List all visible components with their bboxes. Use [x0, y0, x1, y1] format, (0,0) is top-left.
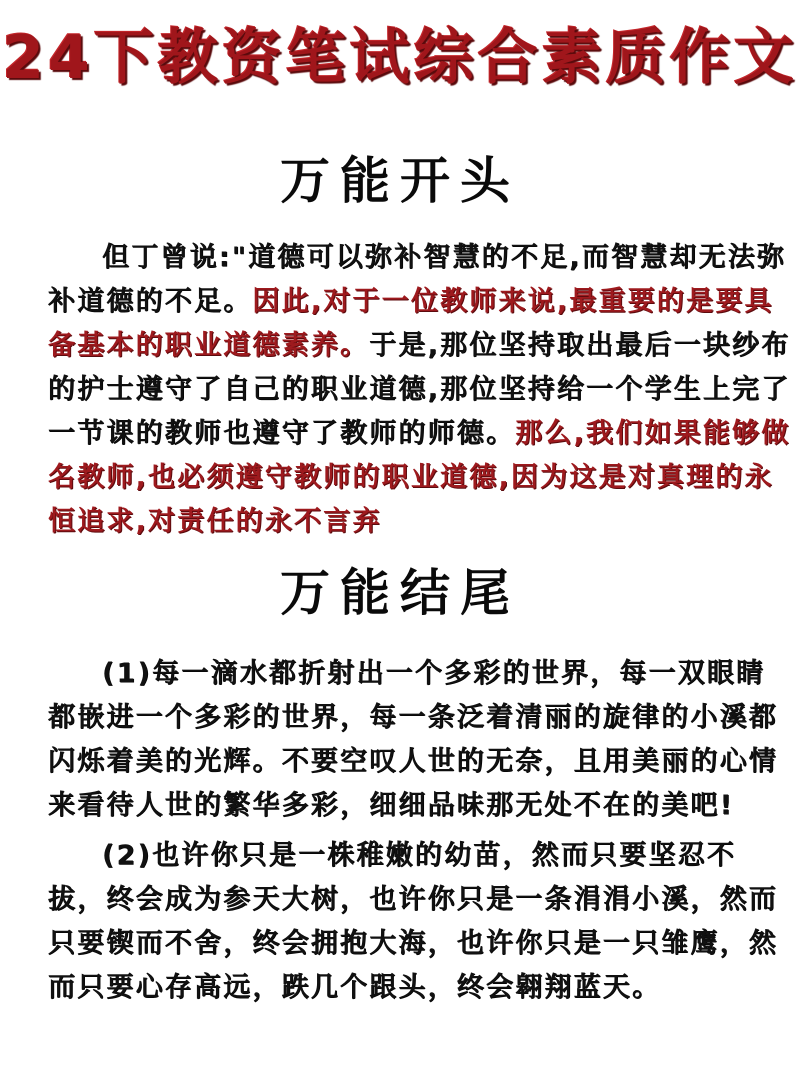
opening-emphasis-text: 恒追求,对责任的永不言弃 [48, 506, 382, 537]
ending-line: 闪烁着美的光辉。不要空叹人世的无奈，且用美丽的心情 [48, 746, 778, 777]
opening-line-3 [48, 324, 791, 368]
opening-line-1 [48, 236, 787, 280]
ending-line: 都嵌进一个多彩的世界，每一条泛着清丽的旋律的小溪都 [48, 702, 778, 733]
opening-line-5 [48, 412, 791, 456]
opening-paragraph [48, 236, 791, 544]
opening-text: 一节课的教师也遵守了教师的师德。 [48, 418, 516, 449]
ending-paragraph-2 [48, 834, 778, 1010]
opening-emphasis-text: 名教师,也必须遵守教师的职业道德,因为这是对真理的永 [48, 462, 774, 493]
ending-line: (1)每一滴水都折射出一个多彩的世界，每一双眼睛 [102, 658, 766, 689]
opening-heading: 万能开头 [280, 152, 520, 210]
opening-emphasis-text: 那么,我们如果能够做 [515, 418, 791, 449]
opening-line-6 [48, 456, 774, 500]
opening-line-7 [48, 500, 770, 544]
opening-text: 于是,那位坚持取出最后一块纱布 [369, 330, 791, 361]
page-title: 24下教资笔试综合素质作文 [2, 23, 798, 93]
ending-line: 拔，终会成为参天大树，也许你只是一条涓涓小溪，然而 [48, 884, 778, 915]
opening-text: 的护士遵守了自己的职业道德,那位坚持给一个学生上完了 [48, 374, 791, 405]
ending-line: (2)也许你只是一株稚嫩的幼苗，然而只要坚忍不 [102, 840, 737, 871]
ending-line: 只要锲而不舍，终会拥抱大海，也许你只是一只雏鹰，然 [48, 928, 778, 959]
ending-paragraph-1 [48, 652, 778, 828]
ending-line: 而只要心存高远，跌几个跟头，终会翱翔蓝天。 [48, 972, 662, 1003]
opening-line-4 [48, 368, 791, 412]
ending-line: 来看待人世的繁华多彩，细细品味那无处不在的美吧! [48, 790, 735, 821]
opening-emphasis-text: 因此,对于一位教师来说,最重要的是要具 [252, 286, 774, 317]
opening-emphasis-text: 备基本的职业道德素养。 [48, 330, 370, 361]
opening-line-2 [48, 280, 774, 324]
opening-text: 但丁曾说:"道德可以弥补智慧的不足,而智慧却无法弥 [102, 242, 787, 273]
opening-text: 补道德的不足。 [48, 286, 253, 317]
ending-heading: 万能结尾 [280, 564, 520, 622]
